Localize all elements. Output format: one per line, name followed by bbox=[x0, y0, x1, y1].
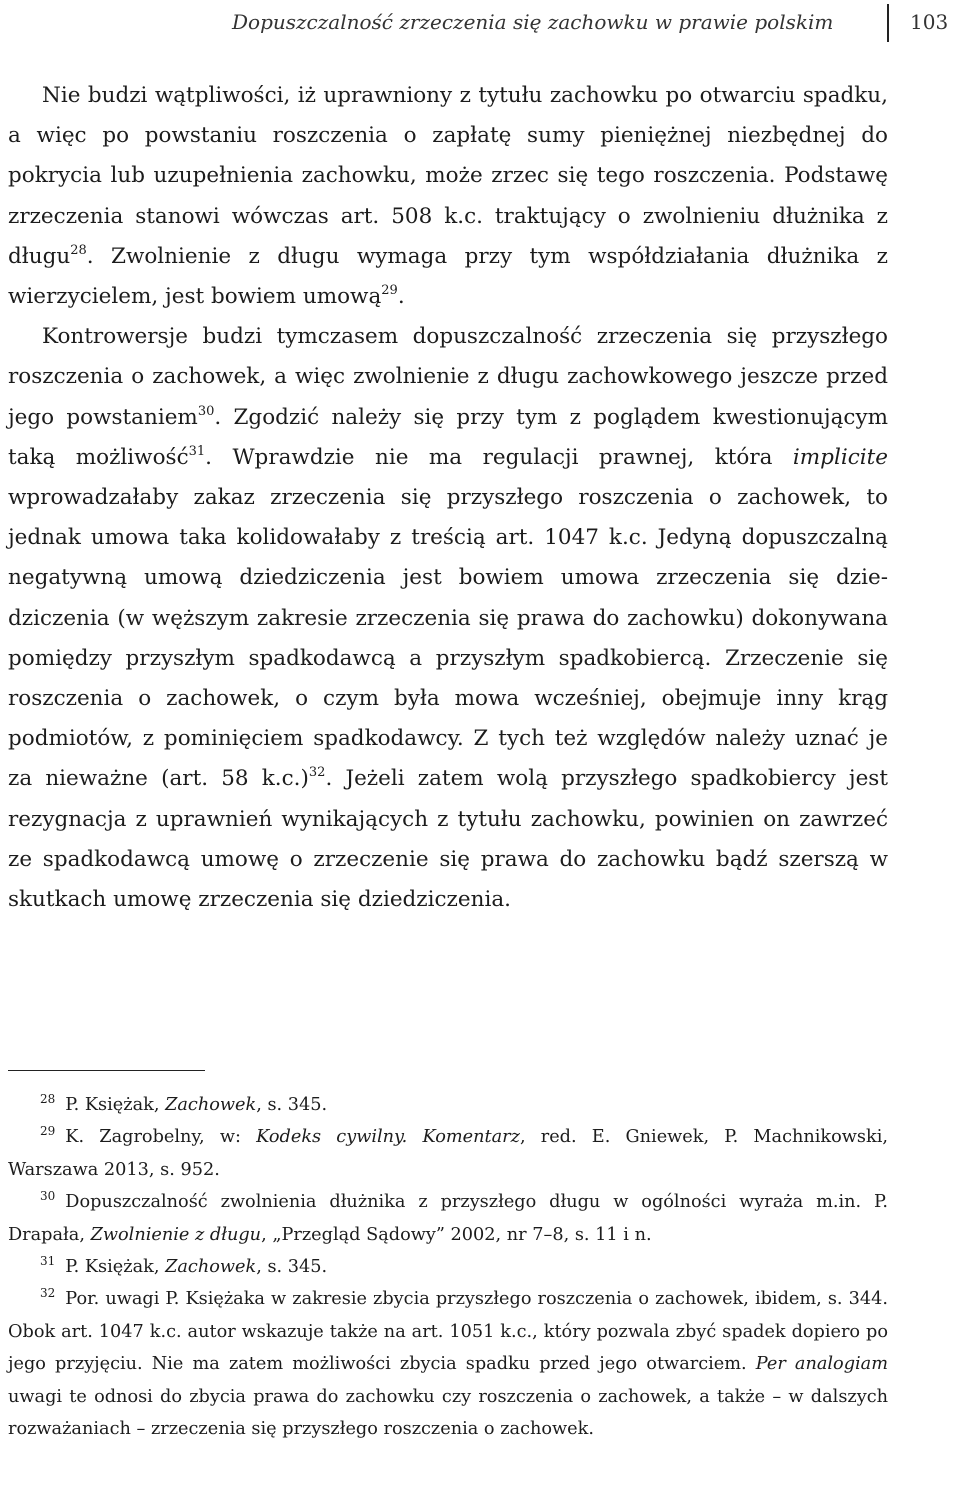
footnote-italic: Zachowek bbox=[165, 1257, 257, 1278]
footnote-number: 28 bbox=[40, 1092, 56, 1106]
header-divider bbox=[887, 4, 889, 42]
text-run: Kontrowersje budzi tymczasem dopuszczalność zrzeczenia się przyszłego roszczenia o zachowek, a więc zwolnienie z długu zachowkowego jeszcze przed jego powstaniem bbox=[8, 324, 888, 430]
footnote-31 bbox=[8, 1251, 888, 1283]
footnote-29 bbox=[8, 1121, 888, 1186]
footnote-italic: Kodeks cywilny. Komentarz bbox=[256, 1127, 520, 1148]
body-text bbox=[8, 76, 888, 920]
footnote-number: 31 bbox=[40, 1254, 56, 1269]
footnote-text: P. Księżak, bbox=[65, 1257, 166, 1278]
footnote-ref[interactable]: 31 bbox=[188, 443, 206, 459]
footnote-italic: Zachowek bbox=[165, 1095, 257, 1115]
footnote-separator bbox=[8, 1070, 205, 1071]
text-run: . bbox=[397, 284, 405, 310]
footnote-text: P. Księżak, bbox=[65, 1095, 166, 1115]
text-run: wprowadzałaby zakaz zrzeczenia się przyszłego roszczenia o zachowek, to jednak umowa taka kolidowałaby z treścią art. 1047 k.c. Jedyną dopuszczalną negatywną umową dziedziczenia jest bowiem umowa zrzeczenia się dziedziczenia (w węższym zakresie zrzeczenia się prawa do zachowku) dokonywana pomiędzy przyszłym spadkodawcą a przyszłym spadkobiercą. Zrzeczenie się roszczenia o zachowek, o czym była mowa wcześniej, obejmuje inny krąg podmiotów, z pominięciem spadkodawcy. Z tych też względów należy uznać je za nieważne (art. 58 k.c.) bbox=[8, 485, 888, 792]
text-run: . Zgodzić należy się przy tym z poglądem kwestionującym taką możliwość bbox=[8, 404, 888, 470]
footnote-ref[interactable]: 29 bbox=[381, 283, 398, 299]
footnotes bbox=[8, 1089, 888, 1445]
footnote-text: K. Zagrobelny, w: bbox=[65, 1127, 257, 1148]
text-run: . Jeżeli zatem wolą przyszłego spadkobiercy jest rezygnacja z uprawnień wynikających z tytułu zachowku, powinien on zawrzeć ze spadkodawcą umowę o zrzeczenie się prawa do zachowku bądź szerszą w skutkach umowę zrzeczenia się dziedziczenia. bbox=[8, 766, 888, 913]
footnote-ref[interactable]: 32 bbox=[308, 765, 326, 781]
footnote-number: 29 bbox=[40, 1124, 56, 1139]
paragraph-2 bbox=[8, 317, 888, 920]
footnote-text: , s. 345. bbox=[256, 1257, 328, 1278]
italic-term: implicite bbox=[792, 444, 888, 470]
footnote-32 bbox=[8, 1283, 888, 1445]
page-number: 103 bbox=[910, 10, 949, 34]
footnote-text: uwagi te odnosi do zbycia prawa do zachowku czy roszczenia o zachowek, a także – w dalszych rozważaniach – zrzeczenia się przyszłego roszczenia o zachowek. bbox=[8, 1386, 888, 1440]
footnote-ref[interactable]: 30 bbox=[197, 403, 215, 419]
running-title: Dopuszczalność zrzeczenia się zachowku w prawie polskim bbox=[232, 10, 834, 34]
footnote-text: , „Przegląd Sądowy” 2002, nr 7–8, s. 11 i n. bbox=[261, 1224, 652, 1245]
footnote-text: Dopuszczalność zwolnienia dłużnika z przyszłego długu w ogólności wyraża m.in. P. Drapała, bbox=[8, 1192, 888, 1245]
text-run: . Zwolnienie z długu wymaga przy tym współdziałania dłużnika z wierzycielem, jest bowiem umową bbox=[8, 243, 888, 310]
footnote-italic: Zwolnienie z długu bbox=[90, 1224, 262, 1245]
footnote-text: , red. E. Gniewek, P. Machnikowski, Warszawa 2013, s. 952. bbox=[8, 1127, 888, 1180]
footnote-text: , s. 345. bbox=[256, 1095, 328, 1115]
footnote-28 bbox=[8, 1089, 888, 1121]
paragraph-1 bbox=[8, 76, 888, 317]
text-run: . Wprawdzie nie ma regulacji prawnej, która bbox=[205, 444, 793, 470]
footnote-ref[interactable]: 28 bbox=[70, 242, 87, 258]
footnote-number: 30 bbox=[40, 1189, 56, 1204]
footnote-30 bbox=[8, 1186, 888, 1251]
footnote-text: Por. uwagi P. Księżaka w zakresie zbycia przyszłego roszczenia o zachowek, ibidem, s. 344. Obok art. 1047 k.c. autor wskazuje także na art. 1051 k.c., który pozwala zbyć spadek dopiero po jego przyjęciu. Nie ma zatem możliwości zbycia spadku przed jego otwarciem. bbox=[8, 1289, 888, 1375]
text-run: Nie budzi wątpliwości, iż uprawniony z tytułu zachowku po otwarciu spadku, a więc po powstaniu roszczenia o zapłatę sumy pieniężnej niezbędnej do pokrycia lub uzupełnienia zachowku, może zrzec się tego roszczenia. Podstawę zrzeczenia stanowi wówczas art. 508 k.c. traktujący o zwolnieniu dłużnika z długu bbox=[8, 83, 888, 269]
footnote-number: 32 bbox=[40, 1286, 56, 1301]
footnote-italic: Per analogiam bbox=[755, 1354, 888, 1375]
